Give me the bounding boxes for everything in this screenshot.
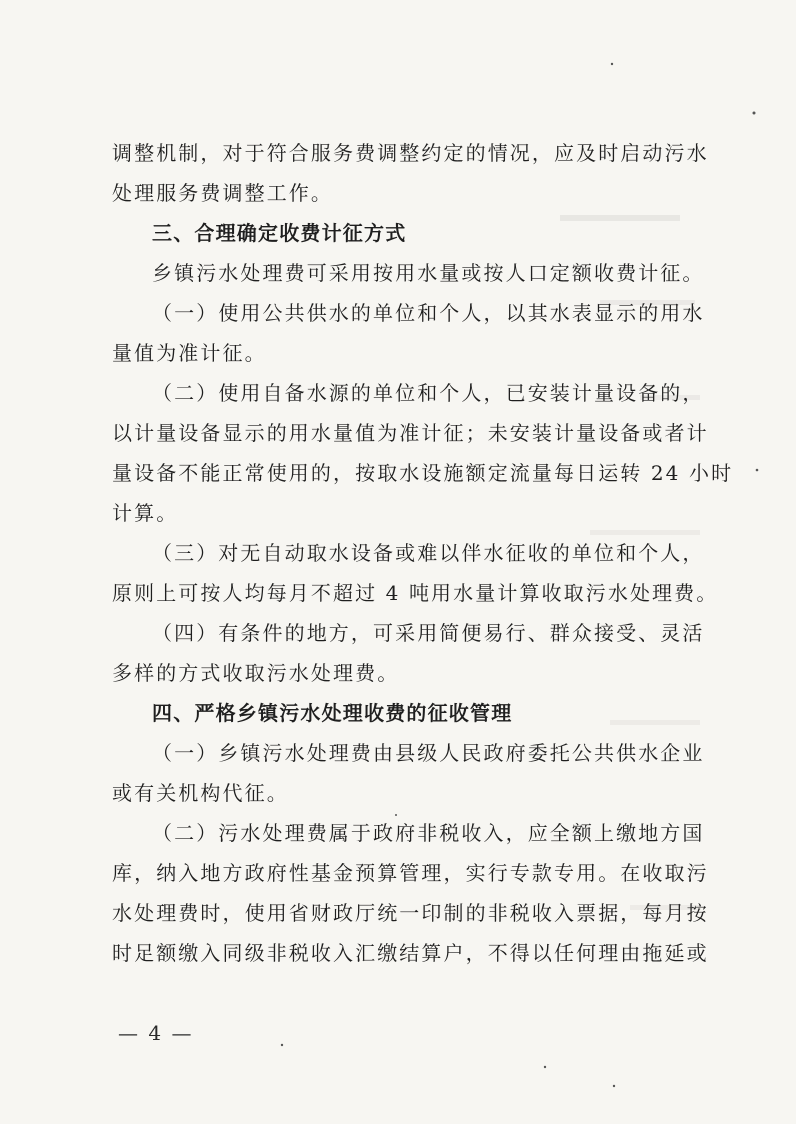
body-line: 时足额缴入同级非税收入汇缴结算户，不得以任何理由拖延或 — [112, 941, 709, 965]
body-line: （一）使用公共供水的单位和个人，以其水表显示的用水 — [152, 301, 705, 325]
section-heading: 四、严格乡镇污水处理收费的征收管理 — [152, 701, 513, 725]
body-line: 库，纳入地方政府性基金预算管理，实行专款专用。在收取污 — [112, 861, 709, 885]
body-line: 乡镇污水处理费可采用按用水量或按人口定额收费计征。 — [152, 261, 705, 285]
body-line: 处理服务费调整工作。 — [112, 181, 333, 205]
body-line: 调整机制，对于符合服务费调整约定的情况，应及时启动污水 — [112, 141, 709, 165]
body-line: （四）有条件的地方，可采用简便易行、群众接受、灵活 — [152, 621, 705, 645]
page-number: — 4 — — [118, 1021, 194, 1045]
body-line: 水处理费时，使用省财政厅统一印制的非税收入票据，每月按 — [112, 901, 709, 925]
body-line: （三）对无自动取水设备或难以伴水征收的单位和个人， — [152, 541, 705, 565]
body-line: 原则上可按人均每月不超过 4 吨用水量计算收取污水处理费。 — [112, 581, 719, 605]
section-heading: 三、合理确定收费计征方式 — [152, 221, 407, 245]
body-line: 多样的方式收取污水处理费。 — [112, 661, 400, 685]
body-line: 量值为准计征。 — [112, 341, 267, 365]
body-line: （二）污水处理费属于政府非税收入，应全额上缴地方国 — [152, 821, 705, 845]
body-line: （一）乡镇污水处理费由县级人民政府委托公共供水企业 — [152, 741, 705, 765]
body-line: 量设备不能正常使用的，按取水设施额定流量每日运转 24 小时 — [112, 461, 734, 485]
body-line: （二）使用自备水源的单位和个人，已安装计量设备的， — [152, 381, 705, 405]
body-line: 计算。 — [112, 501, 179, 525]
body-line: 或有关机构代征。 — [112, 781, 289, 805]
body-line: 以计量设备显示的用水量值为准计征；未安装计量设备或者计 — [112, 421, 709, 445]
